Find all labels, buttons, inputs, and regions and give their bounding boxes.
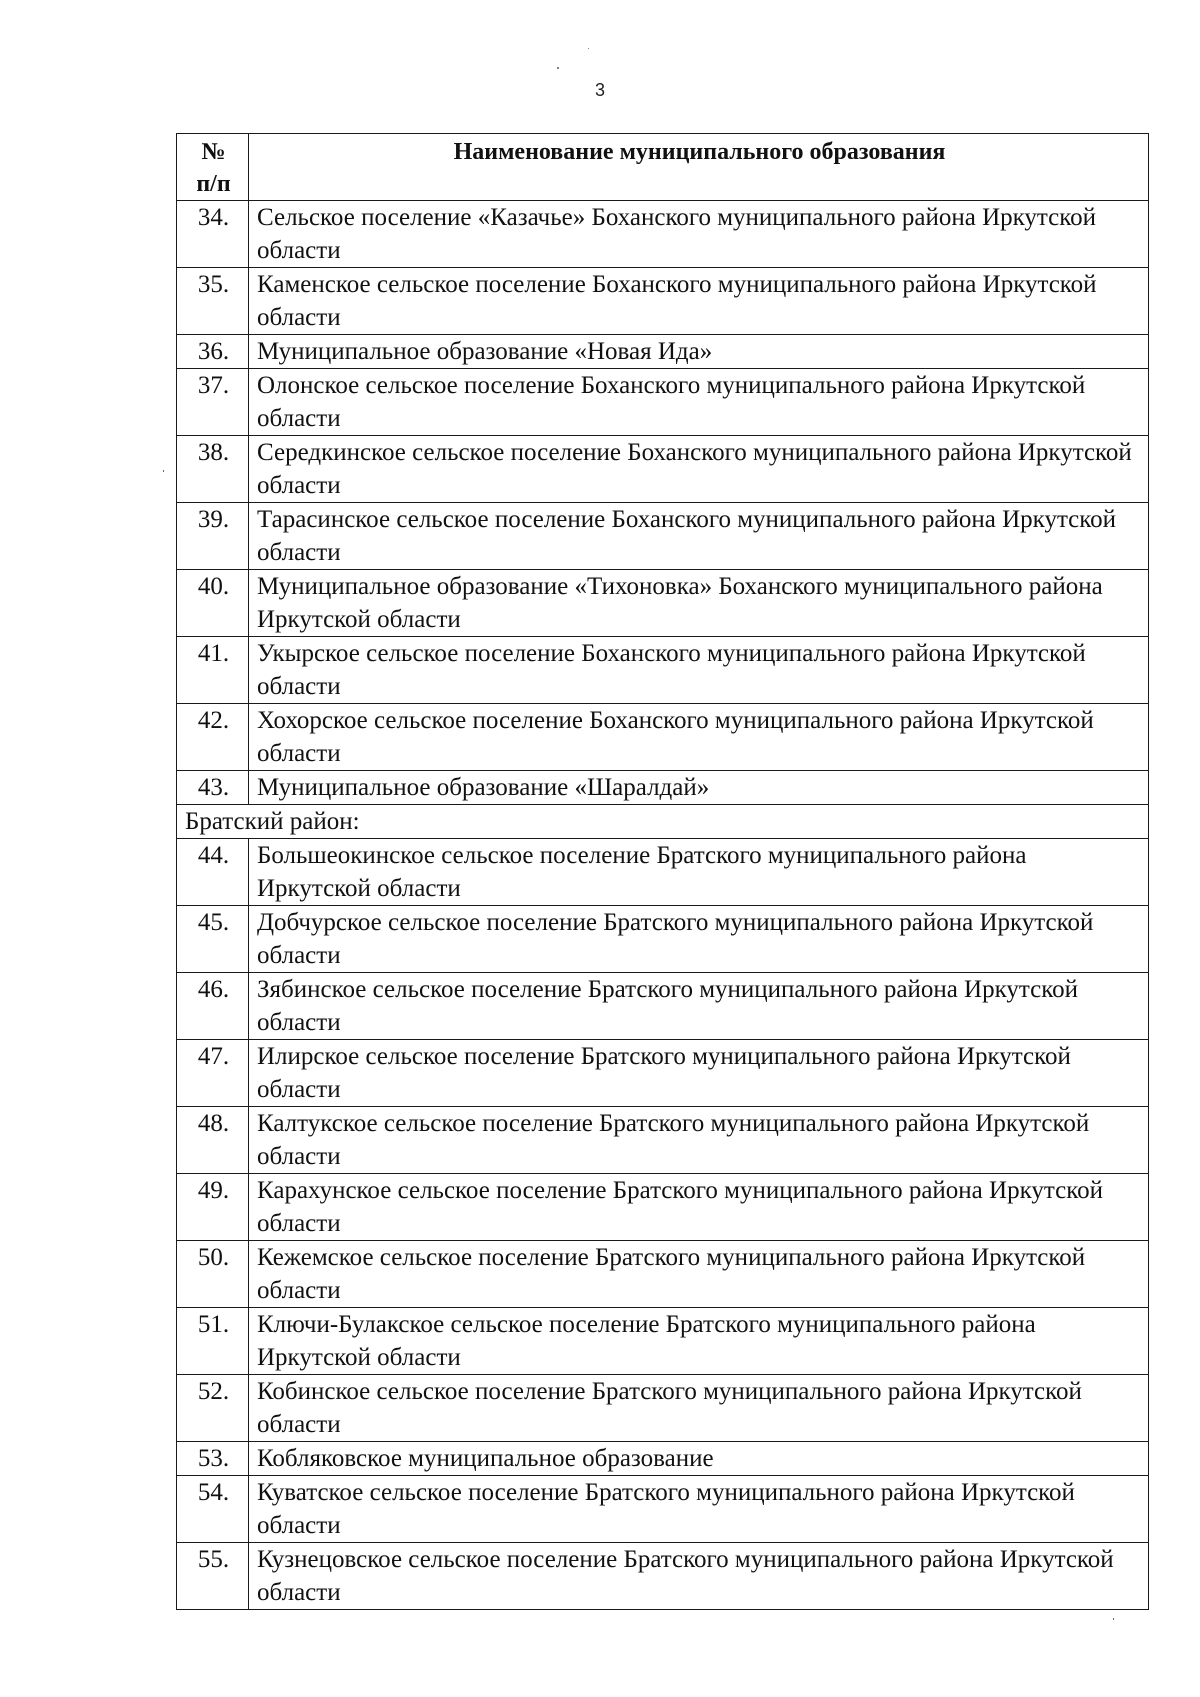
municipalities-table <box>176 133 1149 1610</box>
table-row <box>177 704 1149 771</box>
row-name: Ключи-Булакское сельское поселение Братского муниципального района Иркутской области <box>249 1308 1149 1375</box>
row-number: 40. <box>177 570 249 637</box>
row-number: 47. <box>177 1040 249 1107</box>
table-row <box>177 839 1149 906</box>
table-row <box>177 268 1149 335</box>
table-row <box>177 436 1149 503</box>
row-name: Добчурское сельское поселение Братского муниципального района Иркутской области <box>249 906 1149 973</box>
table-row <box>177 1241 1149 1308</box>
header-number-abbrev: п/п <box>196 171 231 197</box>
row-name: Муниципальное образование «Тихоновка» Боханского муниципального района Иркутской области <box>249 570 1149 637</box>
row-name: Середкинское сельское поселение Боханского муниципального района Иркутской области <box>249 436 1149 503</box>
header-name: Наименование муниципального образования <box>249 134 1149 201</box>
header-number-symbol: № <box>201 139 226 165</box>
header-number <box>177 134 249 201</box>
row-number: 49. <box>177 1174 249 1241</box>
row-number: 37. <box>177 369 249 436</box>
table-row <box>177 335 1149 369</box>
row-number: 44. <box>177 839 249 906</box>
row-name: Кузнецовское сельское поселение Братского муниципального района Иркутской области <box>249 1543 1149 1610</box>
table-row <box>177 771 1149 805</box>
table-row <box>177 503 1149 570</box>
row-name: Тарасинское сельское поселение Боханского муниципального района Иркутской области <box>249 503 1149 570</box>
row-number: 36. <box>177 335 249 369</box>
table-row <box>177 570 1149 637</box>
row-name: Кежемское сельское поселение Братского муниципального района Иркутской области <box>249 1241 1149 1308</box>
row-number: 34. <box>177 201 249 268</box>
row-name: Муниципальное образование «Шаралдай» <box>249 771 1149 805</box>
scan-speck <box>1113 1618 1114 1620</box>
row-number: 48. <box>177 1107 249 1174</box>
row-name: Олонское сельское поселение Боханского муниципального района Иркутской области <box>249 369 1149 436</box>
table-row <box>177 1040 1149 1107</box>
table-row <box>177 201 1149 268</box>
row-number: 39. <box>177 503 249 570</box>
row-number: 45. <box>177 906 249 973</box>
table-row <box>177 906 1149 973</box>
table-row <box>177 1375 1149 1442</box>
row-name: Муниципальное образование «Новая Ида» <box>249 335 1149 369</box>
row-number: 42. <box>177 704 249 771</box>
table-row <box>177 973 1149 1040</box>
row-name: Калтукское сельское поселение Братского муниципального района Иркутской области <box>249 1107 1149 1174</box>
row-name: Сельское поселение «Казачье» Боханского муниципального района Иркутской области <box>249 201 1149 268</box>
row-name: Большеокинское сельское поселение Братского муниципального района Иркутской области <box>249 839 1149 906</box>
scan-speck <box>588 48 589 49</box>
row-number: 51. <box>177 1308 249 1375</box>
row-name: Куватское сельское поселение Братского муниципального района Иркутской области <box>249 1476 1149 1543</box>
group-label: Братский район: <box>177 805 1149 839</box>
row-name: Зябинское сельское поселение Братского муниципального района Иркутской области <box>249 973 1149 1040</box>
row-number: 35. <box>177 268 249 335</box>
table-row <box>177 1308 1149 1375</box>
row-name: Укырское сельское поселение Боханского муниципального района Иркутской области <box>249 637 1149 704</box>
row-number: 38. <box>177 436 249 503</box>
row-name: Кобляковское муниципальное образование <box>249 1442 1149 1476</box>
row-name: Карахунское сельское поселение Братского муниципального района Иркутской области <box>249 1174 1149 1241</box>
row-name: Кобинское сельское поселение Братского муниципального района Иркутской области <box>249 1375 1149 1442</box>
table-body <box>177 201 1149 1610</box>
table-row <box>177 1543 1149 1610</box>
row-number: 46. <box>177 973 249 1040</box>
table-row <box>177 637 1149 704</box>
row-number: 41. <box>177 637 249 704</box>
row-name: Илирское сельское поселение Братского муниципального района Иркутской области <box>249 1040 1149 1107</box>
table-row <box>177 369 1149 436</box>
row-number: 53. <box>177 1442 249 1476</box>
row-number: 52. <box>177 1375 249 1442</box>
row-number: 43. <box>177 771 249 805</box>
row-name: Хохорское сельское поселение Боханского муниципального района Иркутской области <box>249 704 1149 771</box>
table-row <box>177 1107 1149 1174</box>
table-header-row <box>177 134 1149 201</box>
row-number: 55. <box>177 1543 249 1610</box>
row-name: Каменское сельское поселение Боханского муниципального района Иркутской области <box>249 268 1149 335</box>
scan-speck <box>163 470 164 472</box>
table-row <box>177 1442 1149 1476</box>
row-number: 54. <box>177 1476 249 1543</box>
table-row <box>177 1174 1149 1241</box>
scan-speck <box>557 67 559 69</box>
page-number: 3 <box>594 80 605 100</box>
table-group-row <box>177 805 1149 839</box>
row-number: 50. <box>177 1241 249 1308</box>
table-row <box>177 1476 1149 1543</box>
